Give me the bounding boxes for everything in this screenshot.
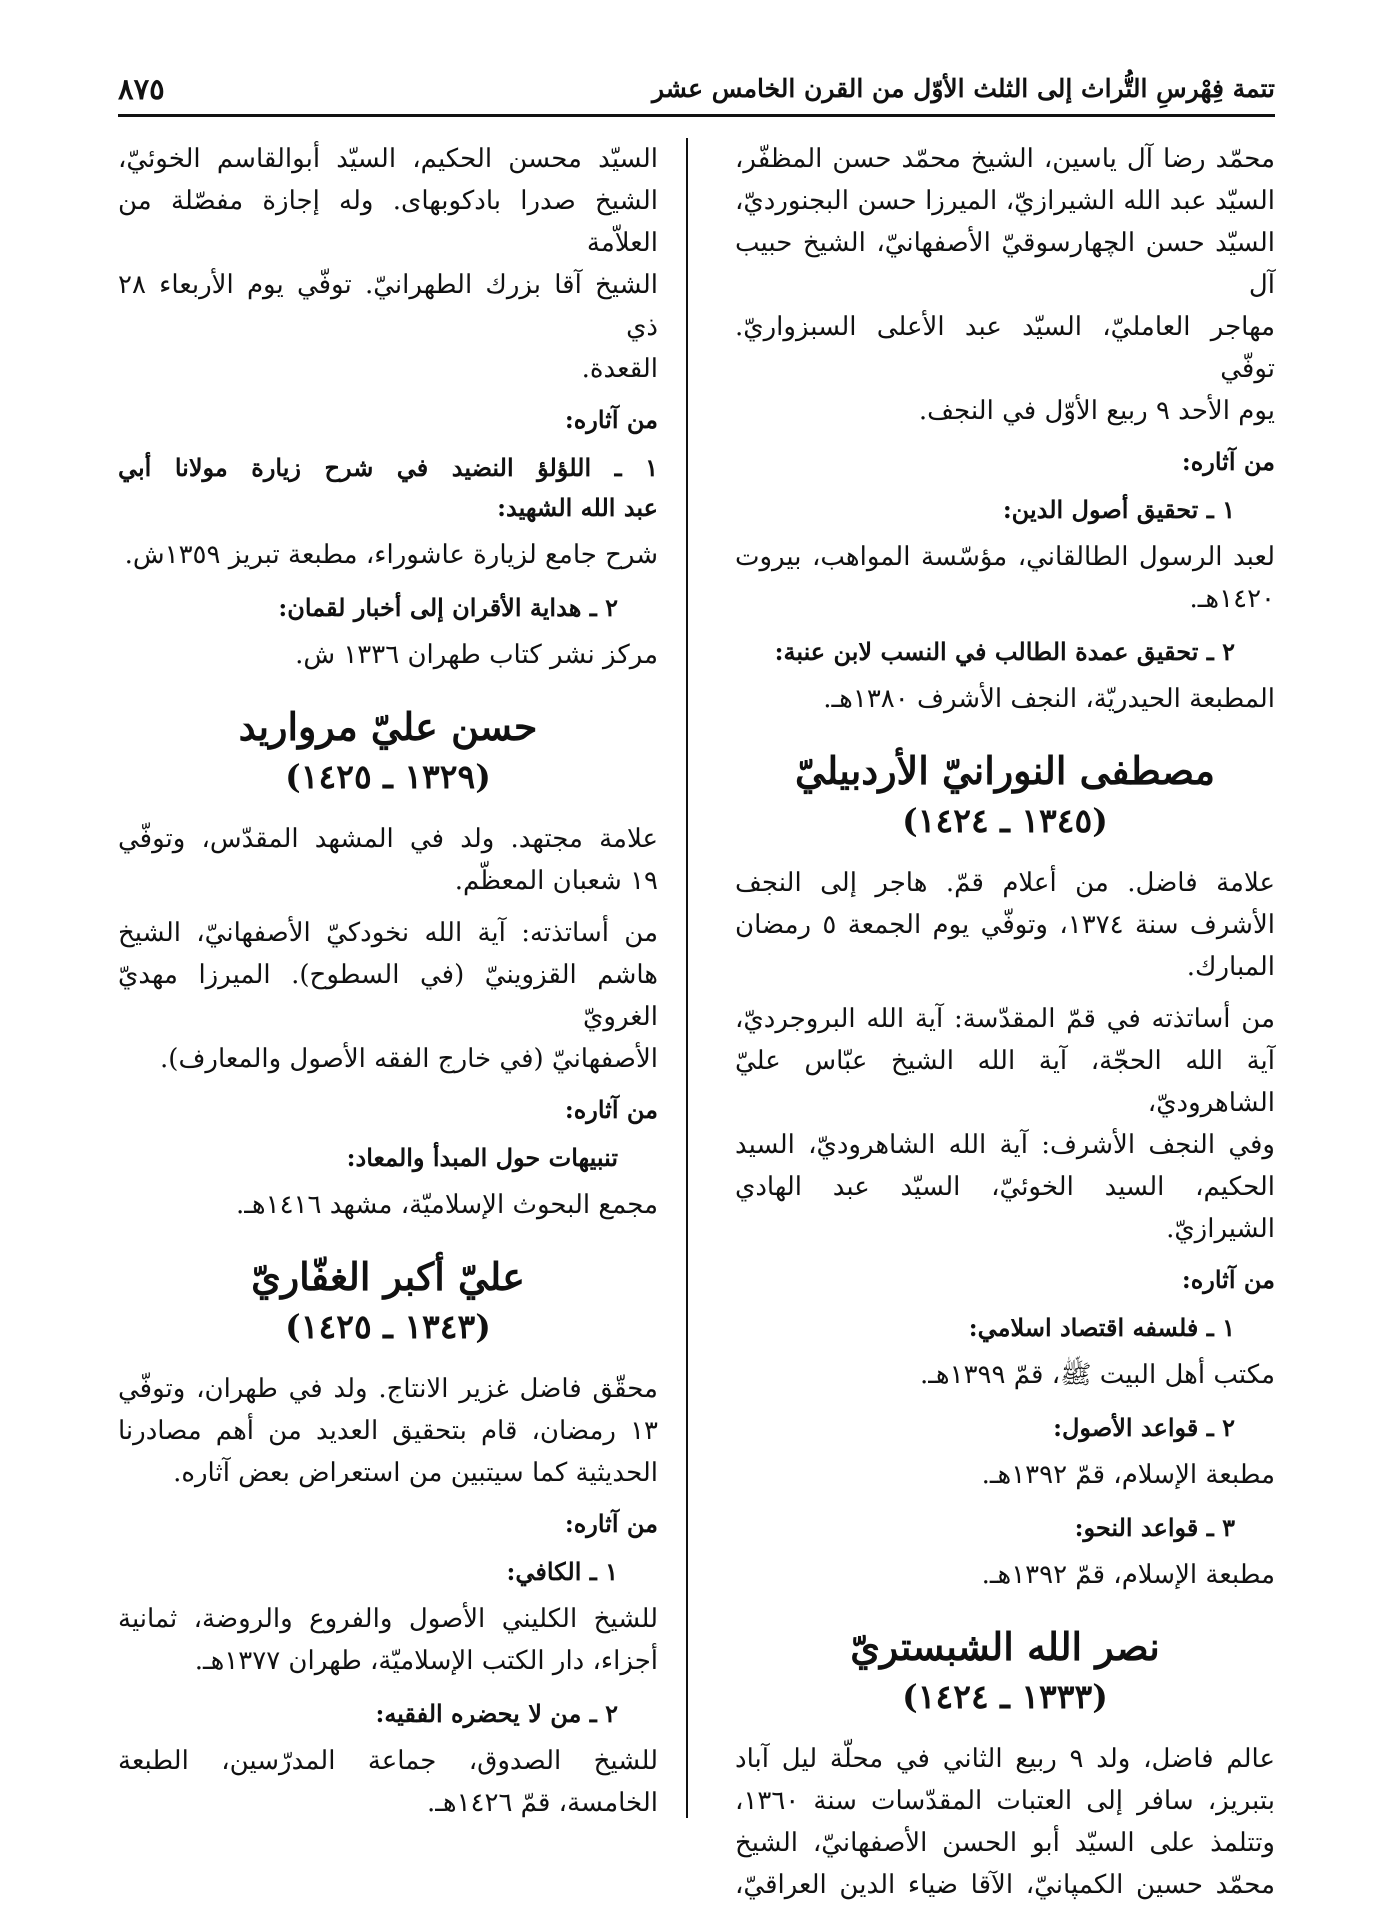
text-line: هاشم القزوينيّ (في السطوح). الميرزا مهديّ الغرويّ (118, 960, 658, 1032)
text-line: الشيخ صدرا بادكوبهاى. وله إجازة مفصّلة من العلاّمة (118, 186, 658, 258)
work-title: ١ ـ فلسفه اقتصاد اسلامي: (968, 1313, 1235, 1342)
biography-intro (118, 818, 658, 902)
publication-info: مجمع البحوث الإسلاميّة، مشهد ١٤١٦هـ. (236, 1190, 658, 1220)
work-title (118, 448, 658, 528)
publication-info: مركز نشر كتاب طهران ١٣٣٦ ش. (295, 640, 658, 670)
publication-info: مطبعة الإسلام، قمّ ١٣٩٢هـ. (981, 1560, 1275, 1590)
work-title: تنبيهات حول المبدأ والمعاد: (346, 1143, 618, 1172)
biography-name: حسن عليّ مرواريد (238, 704, 538, 749)
biography-teachers (735, 998, 1275, 1250)
text-line: وفي النجف الأشرف: آية الله الشاهروديّ، السيد (735, 1130, 1275, 1160)
publication-info: مكتب أهل البيت ﷺ، قمّ ١٣٩٩هـ. (920, 1360, 1275, 1390)
publication-info (118, 1598, 658, 1682)
text-line: السيّد عبد الله الشيرازيّ، الميرزا حسن البجنورديّ، (735, 186, 1275, 216)
text-line: مهاجر العامليّ، السيّد عبد الأعلى السبزواريّ. توفّي (735, 312, 1275, 384)
biography-name: مصطفى النورانيّ الأردبيليّ (794, 748, 1216, 793)
biography-teachers (118, 912, 658, 1080)
text-line: للشيخ الصدوق، جماعة المدرّسين، الطبعة (118, 1746, 658, 1776)
text-line: من أساتذته في قمّ المقدّسة: آية الله البروجرديّ، (735, 1004, 1275, 1034)
works-heading: من آثاره: (564, 1095, 658, 1124)
work-title: ٣ ـ قواعد النحو: (1074, 1513, 1235, 1542)
text-line: المبارك. (1186, 952, 1275, 982)
text-line: ١٩ شعبان المعظّم. (454, 866, 658, 896)
text-line: أجزاء، دار الكتب الإسلاميّة، طهران ١٣٧٧هـ. (194, 1646, 658, 1676)
biography-dates: (١٣٢٩ ـ ١٤٢٥) (285, 757, 491, 796)
text-line: من أساتذته: آية الله نخودكيّ الأصفهانيّ، الشيخ (118, 918, 658, 948)
running-title: تتمة فِهْرسِ التُّراث إلى الثلث الأوّل من القرن الخامس عشر (651, 74, 1275, 103)
biography-intro (735, 1738, 1275, 1906)
text-line: الأشرف سنة ١٣٧٤، وتوفّي يوم الجمعة ٥ رمضان (735, 910, 1276, 940)
works-heading: من آثاره: (564, 405, 658, 434)
text-line: لعبد الرسول الطالقاني، مؤسّسة المواهب، بيروت (735, 542, 1275, 572)
text-line: عالم فاضل، ولد ٩ ربيع الثاني في محلّة ليل آباد (735, 1744, 1275, 1774)
biography-name: عليّ أكبر الغفّاريّ (251, 1254, 525, 1299)
text-line: يوم الأحد ٩ ربيع الأوّل في النجف. (918, 396, 1275, 426)
text-line: محمّد حسين الكمپانيّ، الآقا ضياء الدين العراقيّ، (735, 1870, 1275, 1900)
work-title: ١ ـ تحقيق أصول الدين: (1002, 495, 1235, 524)
biography-dates: (١٣٤٣ ـ ١٤٢٥) (285, 1307, 491, 1346)
publication-info: شرح جامع لزيارة عاشوراء، مطبعة تبريز ١٣٥٩ش. (124, 540, 658, 570)
text-line: القعدة. (581, 354, 658, 384)
work-title: ٢ ـ تحقيق عمدة الطالب في النسب لابن عنبة: (774, 637, 1235, 666)
text-line: آية الله الحجّة، آية الله الشيخ عبّاس عليّ الشاهروديّ، (735, 1046, 1275, 1118)
works-heading: من آثاره: (1181, 1265, 1275, 1294)
bio1-continuation (118, 138, 658, 390)
biography-dates: (١٣٣٣ ـ ١٤٢٤) (902, 1677, 1108, 1716)
biography-dates: (١٣٤٥ ـ ١٤٢٤) (902, 801, 1108, 840)
text-line: ١ ـ اللؤلؤ النضيد في شرح زيارة مولانا أبي (118, 453, 658, 482)
text-line: وتتلمذ على السيّد أبو الحسن الأصفهانيّ، الشيخ (735, 1828, 1275, 1858)
text-line: ١٤٢٠هـ. (1189, 584, 1275, 614)
right-column (735, 138, 1275, 1916)
works-heading: من آثاره: (564, 1509, 658, 1538)
biography-intro (735, 862, 1275, 988)
publication-info (118, 1740, 658, 1824)
publication-info: مطبعة الإسلام، قمّ ١٣٩٢هـ. (981, 1460, 1275, 1490)
text-line: علامة فاضل. من أعلام قمّ. هاجر إلى النجف (735, 868, 1275, 898)
bio1-continuation (735, 138, 1275, 432)
running-header (118, 70, 1275, 117)
text-line: الخامسة، قمّ ١٤٢٦هـ. (426, 1788, 658, 1818)
text-line: السيّد حسن الچهارسوقيّ الأصفهانيّ، الشيخ حبيب آل (735, 228, 1275, 300)
text-line: الأصفهانيّ (في خارج الفقه الأصول والمعارف). (160, 1044, 658, 1074)
text-line: بتبريز، سافر إلى العتبات المقدّسات سنة ١٣٦٠، (735, 1786, 1275, 1816)
column-divider (686, 138, 688, 1818)
left-column (118, 138, 658, 1836)
publication-info: المطبعة الحيدريّة، النجف الأشرف ١٣٨٠هـ. (823, 684, 1275, 714)
publication-info (735, 536, 1275, 620)
text-line: السيّد محسن الحكيم، السيّد أبوالقاسم الخوئيّ، (118, 144, 658, 174)
text-line: محقّق فاضل غزير الانتاج. ولد في طهران، وتوفّي (118, 1374, 658, 1404)
work-title: ٢ ـ من لا يحضره الفقيه: (375, 1699, 618, 1728)
text-line: ١٣ رمضان، قام بتحقيق العديد من أهم مصادرنا (118, 1416, 658, 1446)
text-line: علامة مجتهد. ولد في المشهد المقدّس، وتوفّي (118, 824, 658, 854)
page-number: ٨٧٥ (118, 72, 165, 106)
text-line: الحديثية كما سيتبين من استعراض بعض آثاره. (173, 1458, 658, 1488)
text-line: عبد الله الشهيد: (497, 493, 658, 522)
text-line: للشيخ الكليني الأصول والفروع والروضة، ثمانية (118, 1604, 658, 1634)
text-line: الحكيم، السيد الخوئيّ، السيّد عبد الهادي الشيرازيّ. (735, 1172, 1275, 1244)
biography-intro (118, 1368, 658, 1494)
work-title: ٢ ـ قواعد الأصول: (1053, 1413, 1235, 1442)
biography-name: نصر الله الشبستريّ (850, 1624, 1160, 1669)
text-line: الشيخ آقا بزرك الطهرانيّ. توفّي يوم الأربعاء ٢٨ ذي (118, 270, 658, 342)
works-heading: من آثاره: (1181, 447, 1275, 476)
text-line: محمّد رضا آل ياسين، الشيخ محمّد حسن المظفّر، (735, 144, 1275, 174)
work-title: ٢ ـ هداية الأقران إلى أخبار لقمان: (278, 593, 618, 622)
work-title: ١ ـ الكافي: (506, 1557, 618, 1586)
